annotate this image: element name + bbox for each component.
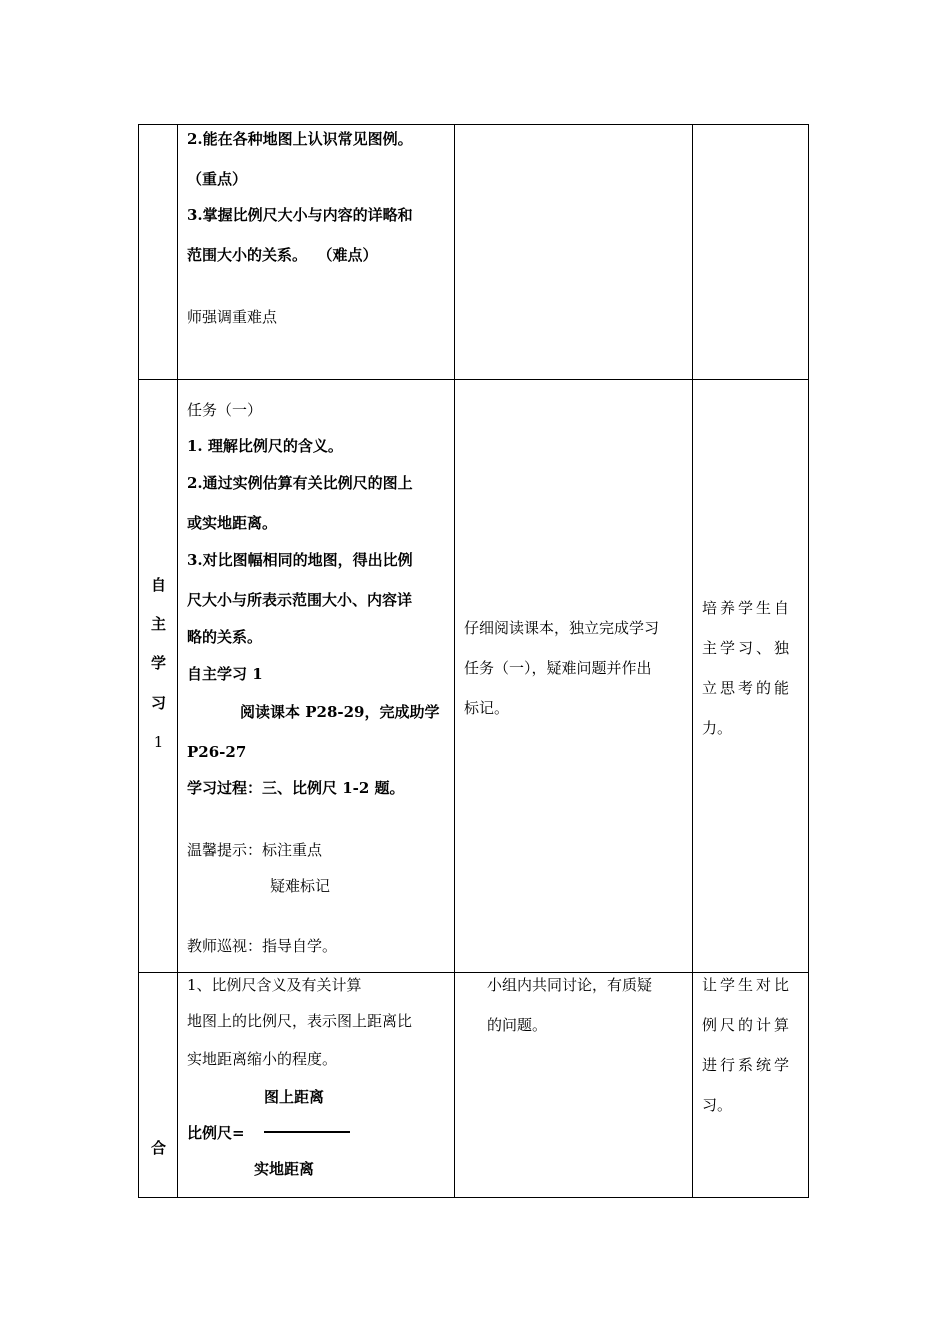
row-label-char: 自 xyxy=(150,576,166,594)
content-line: 范围大小的关系。 （难点） xyxy=(187,246,378,264)
content-line: 地图上的比例尺，表示图上距离比 xyxy=(187,1012,413,1030)
content-line: 温馨提示：标注重点 xyxy=(187,841,323,859)
content-line: 1、比例尺含义及有关计算 xyxy=(187,976,362,994)
content-cell xyxy=(178,380,455,973)
design-purpose-cell xyxy=(693,125,809,380)
row-label-char: 习 xyxy=(150,694,166,712)
content-line: 实地距离缩小的程度。 xyxy=(187,1050,338,1068)
design-purpose-line: 进行系统学 xyxy=(702,1056,793,1074)
content-line: 自主学习 1 xyxy=(187,665,263,683)
content-line: 2.通过实例估算有关比例尺的图上 xyxy=(187,474,413,492)
row-label-char: 1 xyxy=(153,733,164,751)
content-line: 学习过程：三、比例尺 1-2 题。 xyxy=(187,779,405,797)
student-activity-line: 任务（一），疑难问题并作出 xyxy=(464,659,652,677)
formula-denominator: 实地距离 xyxy=(254,1160,315,1178)
content-line: 3.对比图幅相同的地图，得出比例 xyxy=(187,551,413,569)
student-activity-cell xyxy=(455,380,693,973)
student-activity-cell xyxy=(455,125,693,380)
content-line: 或实地距离。 xyxy=(187,514,278,532)
row-label-cell xyxy=(139,380,178,973)
content-line: 2.能在各种地图上认识常见图例。 xyxy=(187,130,413,148)
content-line: P26-27 xyxy=(187,743,247,761)
table-row xyxy=(139,125,809,380)
content-line: 任务（一） xyxy=(187,401,263,419)
fraction-line xyxy=(264,1131,350,1133)
row-label-char: 主 xyxy=(150,615,166,633)
content-line: 教师巡视：指导自学。 xyxy=(187,937,338,955)
design-purpose-line: 立思考的能 xyxy=(702,679,793,697)
student-activity-line: 仔细阅读课本，独立完成学习 xyxy=(464,619,660,637)
student-activity-line: 标记。 xyxy=(464,699,510,717)
design-purpose-line: 力。 xyxy=(702,719,733,737)
design-purpose-line: 习。 xyxy=(702,1096,733,1114)
row-label-char: 学 xyxy=(150,654,166,672)
table-row xyxy=(139,973,809,1198)
design-purpose-cell xyxy=(693,380,809,973)
row-label-cell xyxy=(139,125,178,380)
design-purpose-line: 培养学生自 xyxy=(702,599,793,617)
design-purpose-line: 主学习、独 xyxy=(702,639,793,657)
content-cell xyxy=(178,125,455,380)
content-line: 疑难标记 xyxy=(270,877,331,895)
content-line: 略的关系。 xyxy=(187,628,263,646)
content-line: 阅读课本 P28-29，完成助学 xyxy=(240,703,440,721)
student-activity-line: 的问题。 xyxy=(487,1016,548,1034)
row-label-cell xyxy=(139,973,178,1198)
design-purpose-cell xyxy=(693,973,809,1198)
student-activity-cell xyxy=(455,973,693,1198)
content-line: （重点） xyxy=(187,170,248,188)
table-row xyxy=(139,380,809,973)
formula-label: 比例尺= xyxy=(187,1124,245,1142)
student-activity-line: 小组内共同讨论，有质疑 xyxy=(487,976,653,994)
content-line: 1. 理解比例尺的含义。 xyxy=(187,437,343,455)
content-cell xyxy=(178,973,455,1198)
design-purpose-line: 让学生对比 xyxy=(702,976,793,994)
content-line: 师强调重难点 xyxy=(187,308,278,326)
row-label-char: 合 xyxy=(150,1139,166,1157)
content-line: 3.掌握比例尺大小与内容的详略和 xyxy=(187,206,413,224)
content-line: 尺大小与所表示范围大小、内容详 xyxy=(187,591,413,609)
formula-numerator: 图上距离 xyxy=(264,1088,325,1106)
design-purpose-line: 例尺的计算 xyxy=(702,1016,793,1034)
lesson-plan-table xyxy=(138,124,809,1198)
